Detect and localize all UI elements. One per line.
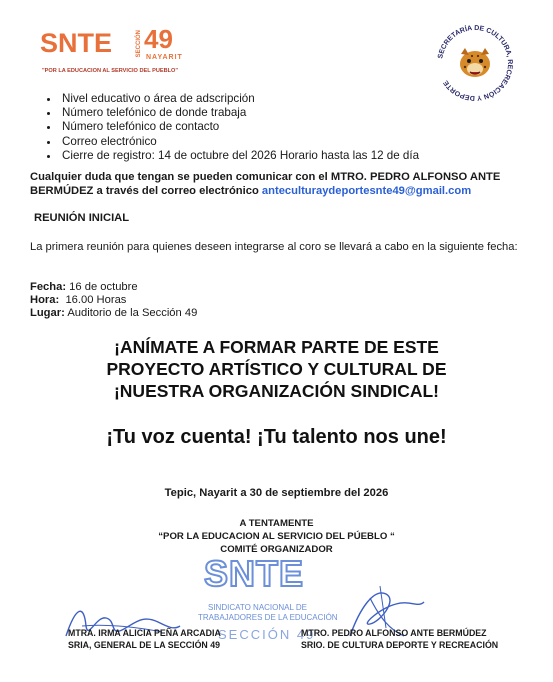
snte-logo: [40, 24, 183, 84]
list-item: • Número telefónico de donde trabaja: [60, 106, 419, 120]
stamp-line-2: TRABAJADORES DE LA EDUCACIÓN: [198, 613, 338, 622]
meeting-intro: La primera reunión para quienes deseen integrarse al coro se llevará a cabo en la siguiente fecha:: [30, 241, 518, 253]
place-and-date: Tepic, Nayarit a 30 de septiembre del 2026: [164, 487, 389, 499]
logo-number: 49: [144, 24, 173, 54]
list-item: • Correo electrónico: [60, 135, 419, 149]
meeting-details: [30, 281, 197, 321]
signer-right-name: MTRO. PEDRO ALFONSO ANTE BERMÚDEZ: [301, 628, 487, 638]
signer-left: [68, 627, 221, 652]
callout-line-3: ¡NUESTRA ORGANIZACIÓN SINDICAL!: [113, 381, 440, 401]
signer-right-title: SRIO. DE CULTURA DEPORTE Y RECREACIÓN: [301, 640, 499, 651]
callout-line-2: PROYECTO ARTÍSTICO Y CULTURAL DE: [106, 359, 447, 379]
logo-section-label: SECCIÓN: [136, 30, 142, 58]
culture-secretariat-seal: [432, 20, 518, 106]
regards: A TENTAMENTE: [239, 518, 314, 529]
stamp-word: SNTE: [204, 553, 305, 594]
list-item: • Nivel educativo o área de adscripción: [60, 92, 419, 106]
requirements-list: [40, 92, 419, 163]
meeting-heading: REUNIÓN INICIAL: [34, 212, 130, 224]
contact-email-link[interactable]: anteculturaydeportesnte49@gmail.com: [261, 184, 472, 197]
stamp-line-3: SECCIÓN 49: [218, 627, 316, 642]
contact-paragraph: [30, 171, 510, 198]
tagline: ¡Tu voz cuenta! ¡Tu talento nos une!: [106, 426, 447, 448]
meeting-date-row: [30, 281, 197, 294]
list-item: • Número telefónico de contacto: [60, 120, 419, 134]
signer-left-title: SRIA, GENERAL DE LA SECCIÓN 49: [68, 640, 221, 651]
list-item: • Cierre de registro: 14 de octubre del 2026 Horario hasta las 12 de día: [60, 149, 419, 163]
logo-slogan: "POR LA EDUCACION AL SERVICIO DEL PUEBLO": [42, 68, 179, 74]
contact-line-1: Cualquier duda que tengan se pueden comunicar con el MTRO. PEDRO ALFONSO ANTE: [30, 171, 501, 183]
place-label: Lugar:: [30, 307, 65, 320]
motto: “POR LA EDUCACION AL SERVICIO DEL PÚEBLO “: [158, 531, 395, 542]
contact-line-2: BERMÚDEZ a través del correo electrónico: [30, 184, 259, 197]
callout-line-1: ¡ANÍMATE A FORMAR PARTE DE ESTE: [114, 337, 439, 357]
seal-text: SECRETARÍA DE CULTURA, RECREACIÓN Y DEPORTE: [437, 24, 514, 102]
place-value: Auditorio de la Sección 49: [67, 307, 198, 320]
meeting-place-row: [30, 307, 197, 320]
time-label: Hora:: [30, 294, 60, 307]
jaguar-icon: [460, 48, 490, 77]
logo-word: SNTE: [40, 28, 113, 58]
date-value: 16 de octubre: [69, 281, 138, 293]
stamp-line-1: SINDICATO NACIONAL DE: [208, 603, 307, 612]
logo-state: NAYARIT: [146, 54, 183, 61]
committee: COMITÉ ORGANIZADOR: [220, 544, 333, 555]
signer-left-name: MTRA. IRMA ALICIA PEÑA ARCADIA: [68, 628, 221, 638]
meeting-time-row: [30, 294, 197, 307]
signer-right: [301, 627, 498, 652]
time-value: 16.00 Horas: [65, 294, 127, 307]
date-label: Fecha:: [30, 281, 67, 293]
